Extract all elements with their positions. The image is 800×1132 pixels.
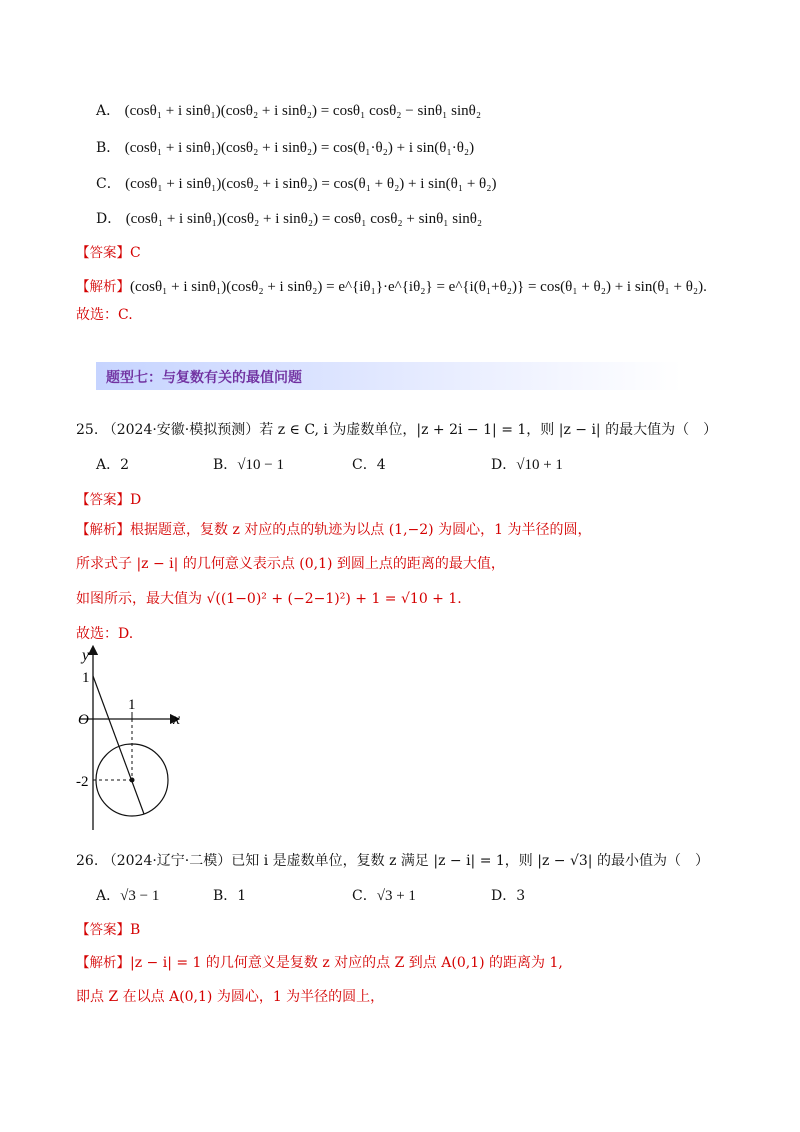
option-label: C．: [352, 457, 377, 473]
analysis-text: (cosθ₁ + i sinθ₁)(cosθ₂ + i sinθ₂) = e^{iθ₁}·e^{iθ₂} = e^{i(θ₁+θ₂)} = cos(θ₁ + θ₂) + i sin(θ₁ + θ₂).: [130, 279, 707, 295]
option-text: (cosθ₁ + i sinθ₁)(cosθ₂ + i sinθ₂) = cos(θ₁·θ₂) + i sin(θ₁·θ₂): [124, 140, 475, 156]
q24-answer: [76, 241, 141, 261]
q26-option-d: [491, 885, 525, 905]
q25-analysis-line-1: [76, 518, 591, 539]
option-text: (cosθ₁ + i sinθ₁)(cosθ₂ + i sinθ₂) = cos(θ₁ + θ₂) + i sin(θ₁ + θ₂): [125, 176, 497, 192]
option-text: 1: [237, 888, 247, 904]
answer-value: B: [130, 922, 141, 938]
analysis-tag: 【解析】: [76, 279, 130, 295]
tick-label-y-neg2: -2: [76, 774, 89, 790]
option-text: 2: [120, 457, 130, 473]
option-label: D．: [491, 888, 517, 904]
answer-tag: 【答案】: [76, 492, 130, 508]
option-text: 4: [376, 457, 386, 473]
analysis-text: |z − i| = 1 的几何意义是复数 z 对应的点 Z 到点 A(0,1) 的距离为 1,: [130, 955, 563, 971]
answer-tag: 【答案】: [76, 922, 130, 938]
q26-analysis-line-1: [76, 951, 563, 972]
option-text: (cosθ₁ + i sinθ₁)(cosθ₂ + i sinθ₂) = cosθ₁ cosθ₂ − sinθ₁ sinθ₂: [124, 103, 482, 119]
tick-label-y-1: 1: [82, 670, 90, 686]
q26-answer: [76, 918, 140, 938]
option-label: C．: [352, 888, 377, 904]
q25-stem: [76, 419, 717, 439]
option-text: √10 + 1: [516, 457, 563, 473]
analysis-tag: 【解析】: [76, 955, 130, 971]
q25-option-b: [213, 454, 284, 474]
q24-option-b: [96, 137, 474, 157]
option-text: (cosθ₁ + i sinθ₁)(cosθ₂ + i sinθ₂) = cosθ₁ cosθ₂ + sinθ₁ sinθ₂: [125, 211, 483, 227]
q25-analysis-line-2: 所求式子 |z − i| 的几何意义表示点 (0,1) 到圆上点的距离的最大值，: [76, 556, 505, 572]
q25-analysis-line-3: 如图所示，最大值为 √((1−0)² + (−2−1)²) + 1 = √10 + 1.: [76, 591, 462, 607]
q24-analysis: [76, 275, 707, 296]
analysis-tag: 【解析】: [76, 522, 130, 538]
tick-label-x-1: 1: [128, 697, 136, 713]
q25-option-a: [96, 454, 129, 474]
option-label: B．: [213, 888, 238, 904]
max-distance-line: [93, 676, 144, 814]
option-label: A．: [96, 888, 121, 904]
option-text: √10 − 1: [237, 457, 284, 473]
section-title: 题型七：与复数有关的最值问题: [106, 370, 302, 386]
q24-option-d: [96, 208, 482, 228]
q25-figure: [70, 640, 200, 840]
answer-tag: 【答案】: [76, 245, 130, 261]
q25-option-d: [491, 454, 563, 474]
option-label: B．: [213, 457, 238, 473]
option-label: D．: [96, 211, 122, 227]
option-label: D．: [491, 457, 517, 473]
section-banner: [96, 362, 682, 390]
option-text: 3: [516, 888, 526, 904]
option-text: √3 + 1: [376, 888, 416, 904]
q25-choose: 故选：D.: [76, 626, 134, 642]
q25-answer: [76, 488, 141, 508]
question-number: 25.: [76, 422, 99, 438]
q26-option-c: [352, 885, 416, 905]
option-label: A．: [96, 457, 121, 473]
q26-option-a: [96, 885, 159, 905]
option-label: B．: [96, 140, 121, 156]
origin-label: O: [78, 712, 89, 728]
question-stem: （2024·辽宁·二模）已知 i 是虚数单位，复数 z 满足 |z − i| = 1，则 |z − √3| 的最小值为（ ）: [102, 853, 709, 869]
option-label: C．: [96, 176, 121, 192]
analysis-text: 根据题意，复数 z 对应的点的轨迹为以点 (1,−2) 为圆心，1 为半径的圆，: [130, 522, 592, 538]
q24-option-c: [96, 173, 496, 193]
answer-value: C: [130, 245, 141, 261]
q24-option-a: [96, 100, 481, 120]
answer-value: D: [130, 492, 142, 508]
q24-choose: 故选：C.: [76, 307, 133, 323]
option-text: √3 − 1: [120, 888, 160, 904]
q26-analysis-line-2: 即点 Z 在以点 A(0,1) 为圆心，1 为半径的圆上，: [76, 989, 385, 1005]
question-number: 26.: [76, 853, 99, 869]
question-stem: （2024·安徽·模拟预测）若 z ∈ C, i 为虚数单位，|z + 2i − 1| = 1，则 |z − i| 的最大值为（ ）: [102, 422, 718, 438]
q25-option-c: [352, 454, 386, 474]
x-axis-label: x: [173, 711, 181, 728]
q26-stem: [76, 850, 709, 870]
option-label: A．: [96, 103, 121, 119]
y-axis-label: y: [82, 647, 90, 664]
q26-option-b: [213, 885, 246, 905]
